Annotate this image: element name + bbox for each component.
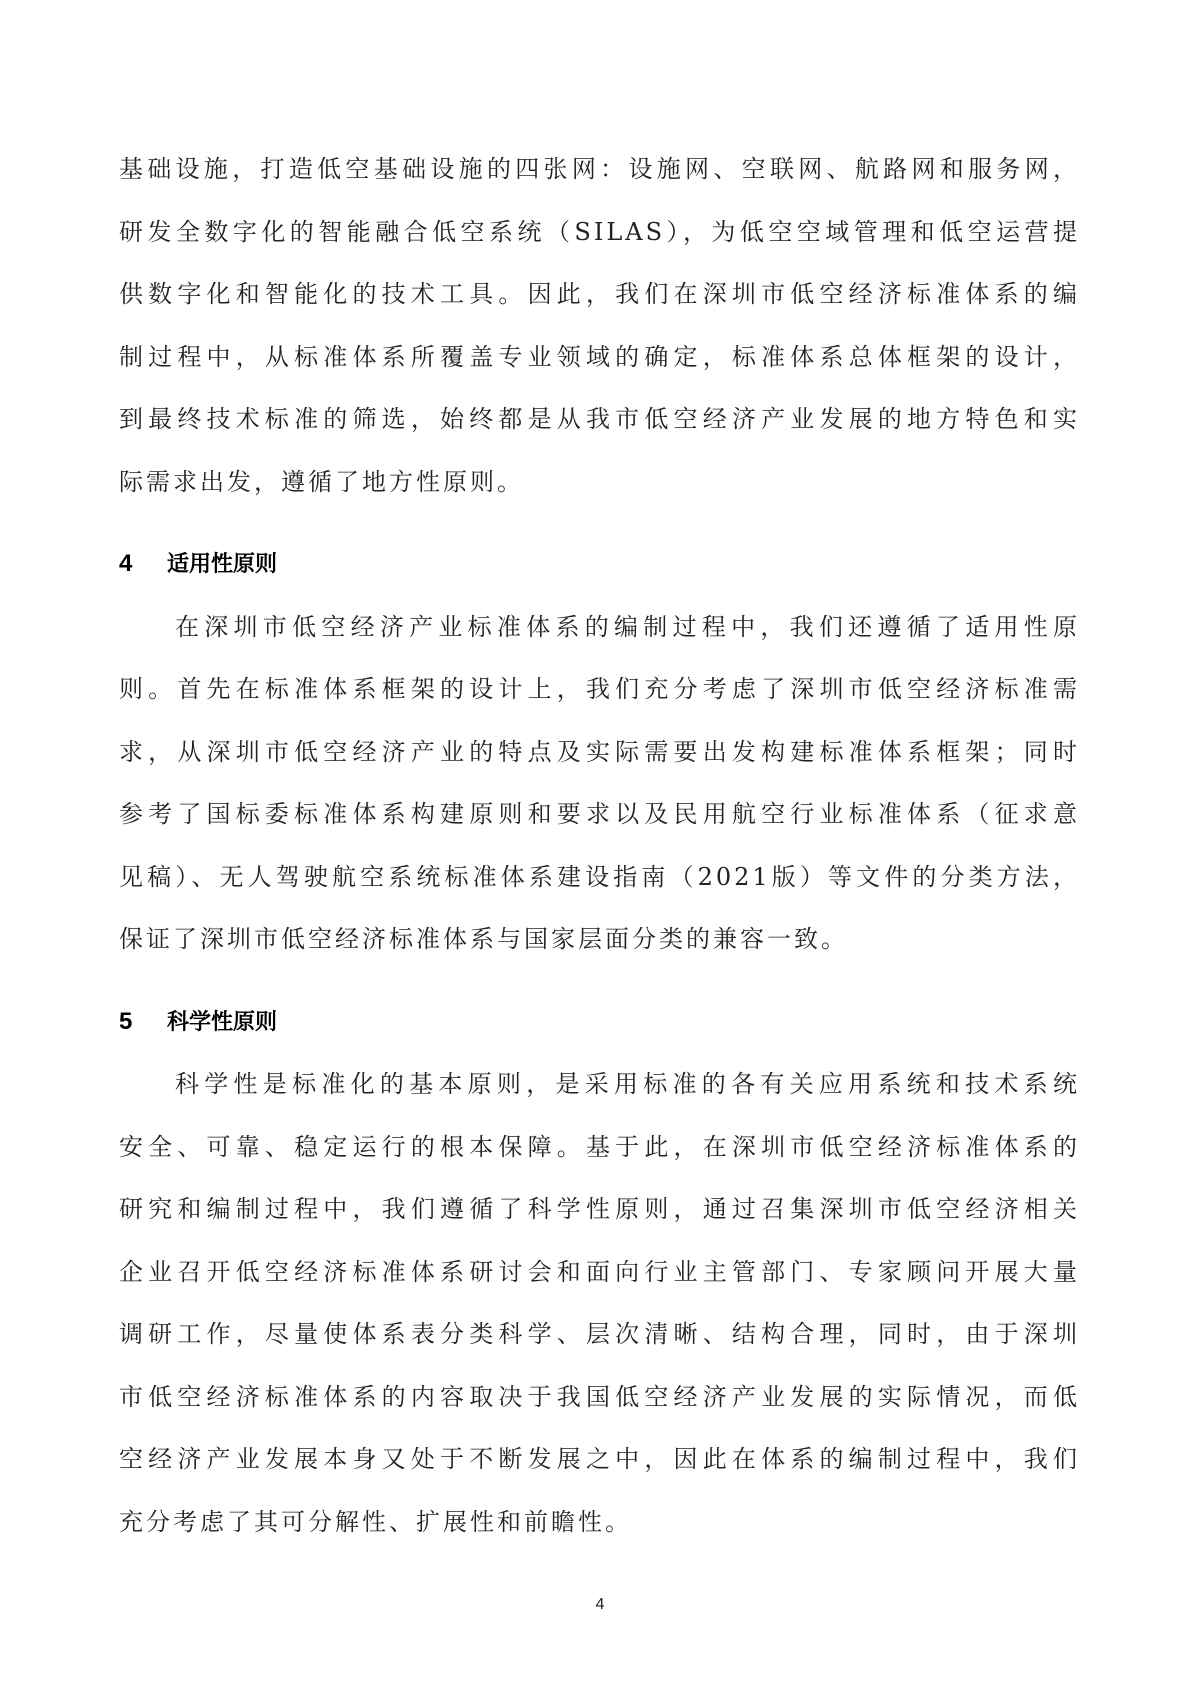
section-title: 科学性原则 <box>167 1008 278 1034</box>
paragraph-line: 制过程中，从标准体系所覆盖专业领域的确定，标准体系总体框架的设计， <box>119 342 1080 371</box>
paragraph-line: 供数字化和智能化的技术工具。因此，我们在深圳市低空经济标准体系的编 <box>119 280 1080 308</box>
paragraph-line: 基础设施，打造低空基础设施的四张网：设施网、空联网、航路网和服务网， <box>119 155 1080 183</box>
page-content <box>119 138 1080 1553</box>
paragraph-line: 安全、可靠、稳定运行的根本保障。基于此，在深圳市低空经济标准体系的 <box>119 1132 1080 1161</box>
section-number: 4 <box>119 550 133 577</box>
paragraph-line: 科学性是标准化的基本原则，是采用标准的各有关应用系统和技术系统 <box>175 1070 1080 1098</box>
paragraph-line: 企业召开低空经济标准体系研讨会和面向行业主管部门、专家顾问开展大量 <box>119 1257 1080 1286</box>
paragraph-line: 则。首先在标准体系框架的设计上，我们充分考虑了深圳市低空经济标准需 <box>119 675 1080 703</box>
paragraph-line: 际需求出发，遵循了地方性原则。 <box>119 467 524 496</box>
paragraph-scientific-principle <box>119 1053 1080 1553</box>
paragraph-line: 见稿）、无人驾驶航空系统标准体系建设指南（2021版）等文件的分类方法， <box>119 862 1080 891</box>
paragraph-line: 参考了国标委标准体系构建原则和要求以及民用航空行业标准体系（征求意 <box>119 800 1080 828</box>
page-number: 4 <box>595 1596 605 1613</box>
section-heading-4 <box>119 533 1080 596</box>
paragraph-line: 研发全数字化的智能融合低空系统（SILAS），为低空空域管理和低空运营提 <box>119 217 1080 246</box>
paragraph-line: 到最终技术标准的筛选，始终都是从我市低空经济产业发展的地方特色和实 <box>119 405 1080 433</box>
section-heading-5 <box>119 991 1080 1054</box>
paragraph-line: 调研工作，尽量使体系表分类科学、层次清晰、结构合理，同时，由于深圳 <box>119 1320 1080 1348</box>
paragraph-line: 研究和编制过程中，我们遵循了科学性原则，通过召集深圳市低空经济相关 <box>119 1195 1080 1223</box>
paragraph-line: 空经济产业发展本身又处于不断发展之中，因此在体系的编制过程中，我们 <box>119 1445 1080 1473</box>
section-title: 适用性原则 <box>167 551 278 576</box>
paragraph-line: 市低空经济标准体系的内容取决于我国低空经济产业发展的实际情况，而低 <box>119 1382 1080 1411</box>
paragraph-line: 在深圳市低空经济产业标准体系的编制过程中，我们还遵循了适用性原 <box>175 612 1080 641</box>
paragraph-line: 保证了深圳市低空经济标准体系与国家层面分类的兼容一致。 <box>119 925 848 953</box>
paragraph-line: 充分考虑了其可分解性、扩展性和前瞻性。 <box>119 1507 632 1536</box>
paragraph-applicability-principle <box>119 596 1080 971</box>
paragraph-line: 求，从深圳市低空经济产业的特点及实际需要出发构建标准体系框架；同时 <box>119 737 1080 766</box>
paragraph-local-principle-continued <box>119 138 1080 513</box>
section-number: 5 <box>119 1007 133 1035</box>
